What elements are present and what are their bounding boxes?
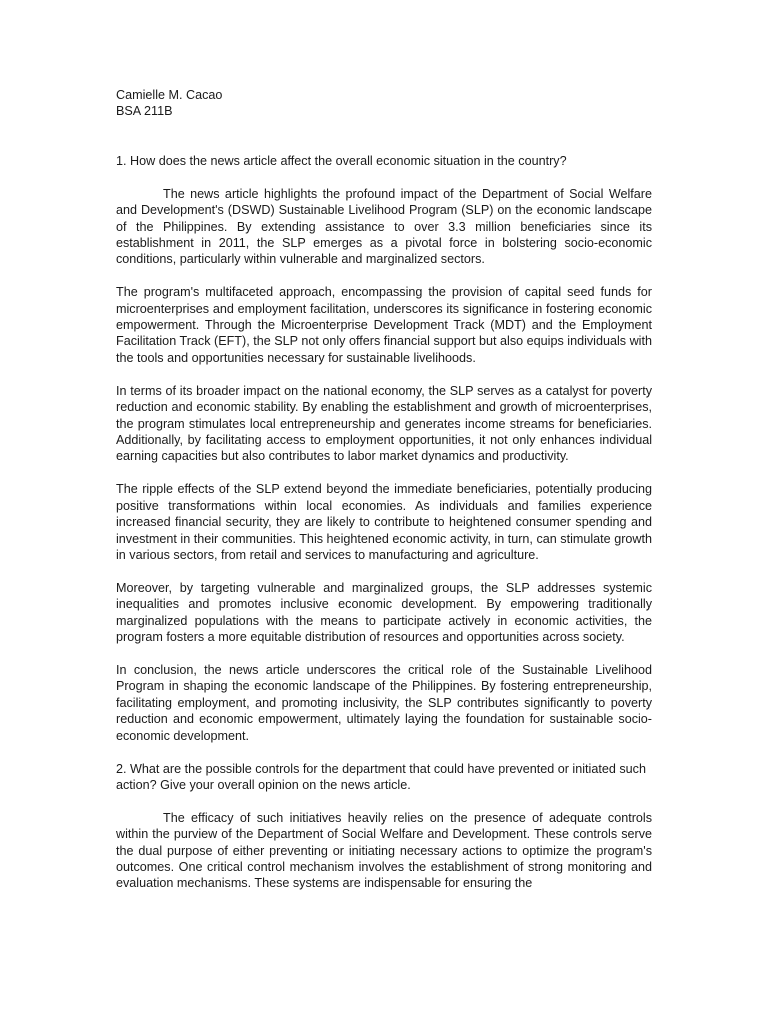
question-1: 1. How does the news article affect the overall economic situation in the country? — [116, 153, 567, 168]
q1-paragraph-3: In terms of its broader impact on the national economy, the SLP serves as a catalyst for poverty reduction and economic stability. By enabling the establishment and growth of microenterprises, the program stimulates local entrepreneurship and generates income streams for beneficiaries. Additionally, by facilitating access to employment opportunities, it not only enhances individual earning capacities but also contributes to labor market dynamics and productivity. — [116, 383, 652, 464]
student-name: Camielle M. Cacao — [116, 88, 223, 102]
q1-paragraph-2: The program's multifaceted approach, encompassing the provision of capital seed funds for microenterprises and employment facilitation, underscores its significance in fostering economic empowerment. Through the Microenterprise Development Track (MDT) and the Employment Facilitation Track (EFT), the SLP not only offers financial support but also equips individuals with the tools and opportunities necessary for sustainable livelihoods. — [116, 285, 652, 365]
q1-paragraph-5: Moreover, by targeting vulnerable and marginalized groups, the SLP addresses systemic inequalities and promotes inclusive economic development. By empowering traditionally marginalized populations with the means to participate actively in economic activities, the program fosters a more equitable distribution of resources and opportunities across society. — [116, 580, 652, 645]
student-section: BSA 211B — [116, 104, 173, 119]
student-header — [116, 87, 652, 120]
document-page — [116, 87, 652, 908]
q2-paragraph-1: The efficacy of such initiatives heavily relies on the presence of adequate controls within the purview of the Department of Social Welfare and Development. These controls serve the dual purpose of either preventing or initiating necessary actions to optimize the program's outcomes. One critical control mechanism involves the establishment of strong monitoring and evaluation mechanisms. These systems are indispensable for ensuring the — [116, 810, 652, 891]
q1-paragraph-4: The ripple effects of the SLP extend beyond the immediate beneficiaries, potentially producing positive transformations within local economies. As individuals and families experience increased financial security, they are likely to contribute to heightened consumer spending and investment in their communities. This heightened economic activity, in turn, can stimulate growth in various sectors, from retail and services to manufacturing and agriculture. — [116, 482, 652, 562]
question-2: 2. What are the possible controls for the department that could have prevented or initiated such action? Give your overall opinion on the news article. — [116, 761, 646, 792]
q1-paragraph-6: In conclusion, the news article underscores the critical role of the Sustainable Livelihood Program in shaping the economic landscape of the Philippines. By fostering entrepreneurship, facilitating employment, and promoting inclusivity, the SLP contributes significantly to poverty reduction and economic empowerment, ultimately laying the foundation for sustainable socio-economic development. — [116, 662, 652, 743]
q1-paragraph-1: The news article highlights the profound impact of the Department of Social Welfare and Development's (DSWD) Sustainable Livelihood Program (SLP) on the economic landscape of the Philippines. By extending assistance to over 3.3 million beneficiaries since its establishment in 2011, the SLP emerges as a pivotal force in bolstering socio-economic conditions, particularly within vulnerable and marginalized sectors. — [116, 186, 652, 267]
